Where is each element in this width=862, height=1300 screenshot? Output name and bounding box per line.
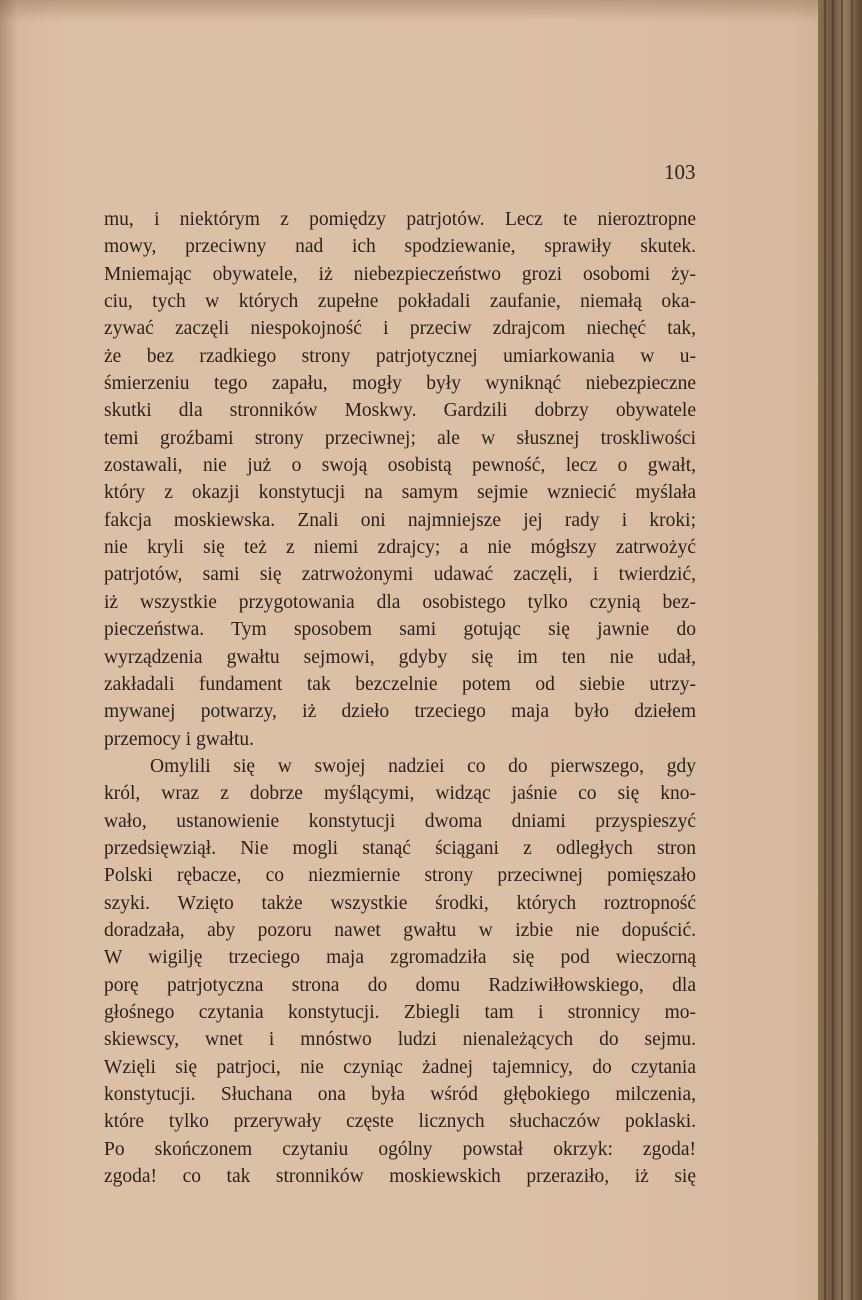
text-line: iż wszystkie przygotowania dla osobistego tylko czynią bez- <box>104 591 696 613</box>
page-edge-line <box>832 0 834 1300</box>
book-page-edges <box>818 0 862 1300</box>
text-line: zgoda! co tak stronników moskiewskich przeraziło, iż się <box>104 1166 696 1188</box>
text-line: Po skończonem czytaniu ogólny powstał okrzyk: zgoda! <box>104 1138 696 1160</box>
text-line: zostawali, nie już o swoją osobistą pewność, lecz o gwałt, <box>104 455 696 477</box>
text-line: temi groźbami strony przeciwnej; ale w słusznej troskliwości <box>104 427 696 449</box>
text-line: nie kryli się też z niemi zdrajcy; a nie mógłszy zatrwożyć <box>104 537 696 559</box>
text-line: porę patrjotyczna strona do domu Radziwiłłowskiego, dla <box>104 974 696 996</box>
text-line: głośnego czytania konstytucji. Zbiegli tam i stronnicy mo- <box>104 1001 696 1023</box>
text-line: ciu, tych w których zupełne pokładali zaufanie, niemałą oka- <box>104 291 696 313</box>
text-line: mu, i niektórym z pomiędzy patrjotów. Lecz te nieroztropne <box>104 209 696 230</box>
page-number: 103 <box>664 160 696 184</box>
text-line: pieczeństwa. Tym sposobem sami gotując się jawnie do <box>104 619 696 641</box>
text-line: zywać zaczęli niespokojność i przeciw zdrajcom niechęć tak, <box>104 318 696 340</box>
paragraph-last-line: przemocy i gwałtu. <box>104 728 254 750</box>
text-line: skutki dla stronników Moskwy. Gardzili dobrzy obywatele <box>104 400 696 422</box>
text-line: fakcja moskiewska. Znali oni najmniejsze jej rady i kroki; <box>104 509 696 531</box>
text-line: król, wraz z dobrze myślącymi, widząc jaśnie co się kno- <box>104 783 696 805</box>
text-line: że bez rzadkiego strony patrjotycznej umiarkowania w u- <box>104 345 696 367</box>
text-line: Polski rębacze, co niezmiernie strony przeciwnej pomięszało <box>104 865 696 887</box>
text-line: Wzięli się patrjoci, nie czyniąc żadnej tajemnicy, do czytania <box>104 1056 696 1078</box>
text-line: Mniemając obywatele, iż niebezpieczeństwo grozi osobomi ży- <box>104 263 696 285</box>
text-line: doradzała, aby pozoru nawet gwałtu w izbie nie dopuścić. <box>104 919 696 941</box>
text-line: które tylko przerywały częste licznych słuchaczów poklaski. <box>104 1111 696 1133</box>
text-line: W wigilję trzeciego maja zgromadziła się pod wieczorną <box>104 947 696 969</box>
text-line: patrjotów, sami się zatrwożonymi udawać zaczęli, i twierdzić, <box>104 564 696 586</box>
text-line: konstytucji. Słuchana ona była wśród głębokiego milczenia, <box>104 1084 696 1105</box>
text-line: wyrządzenia gwałtu sejmowi, gdyby się im ten nie udał, <box>104 646 696 668</box>
text-line: skiewscy, wnet i mnóstwo ludzi nienależących do sejmu. <box>104 1029 696 1051</box>
page-edge-line <box>824 0 826 1300</box>
text-line: zakładali fundament tak bezczelnie potem od siebie utrzy- <box>104 673 696 695</box>
page-gutter-shadow <box>0 0 18 1300</box>
page-edge-line <box>841 0 843 1300</box>
text-line: szyki. Wzięto także wszystkie środki, których roztropność <box>104 892 696 914</box>
text-line: który z okazji konstytucji na samym sejmie wzniecić myślała <box>104 482 696 504</box>
text-line: wało, ustanowienie konstytucji dwoma dniami przyspieszyć <box>104 810 696 832</box>
page-edge-line <box>851 0 853 1300</box>
text-line: śmierzeniu tego zapału, mogły były wyniknąć niebezpieczne <box>104 373 696 395</box>
text-line: mowy, przeciwny nad ich spodziewanie, sprawiły skutek. <box>104 236 696 258</box>
page-top-shadow <box>0 0 818 22</box>
paragraph-first-line: Omylili się w swojej nadziei co do pierwszego, gdy <box>150 755 696 777</box>
text-line: przedsięwziął. Nie mogli stanąć ściągani z odległych stron <box>104 837 696 859</box>
body-text <box>104 206 696 1190</box>
text-line: mywanej potwarzy, iż dzieło trzeciego maja było dziełem <box>104 701 696 723</box>
